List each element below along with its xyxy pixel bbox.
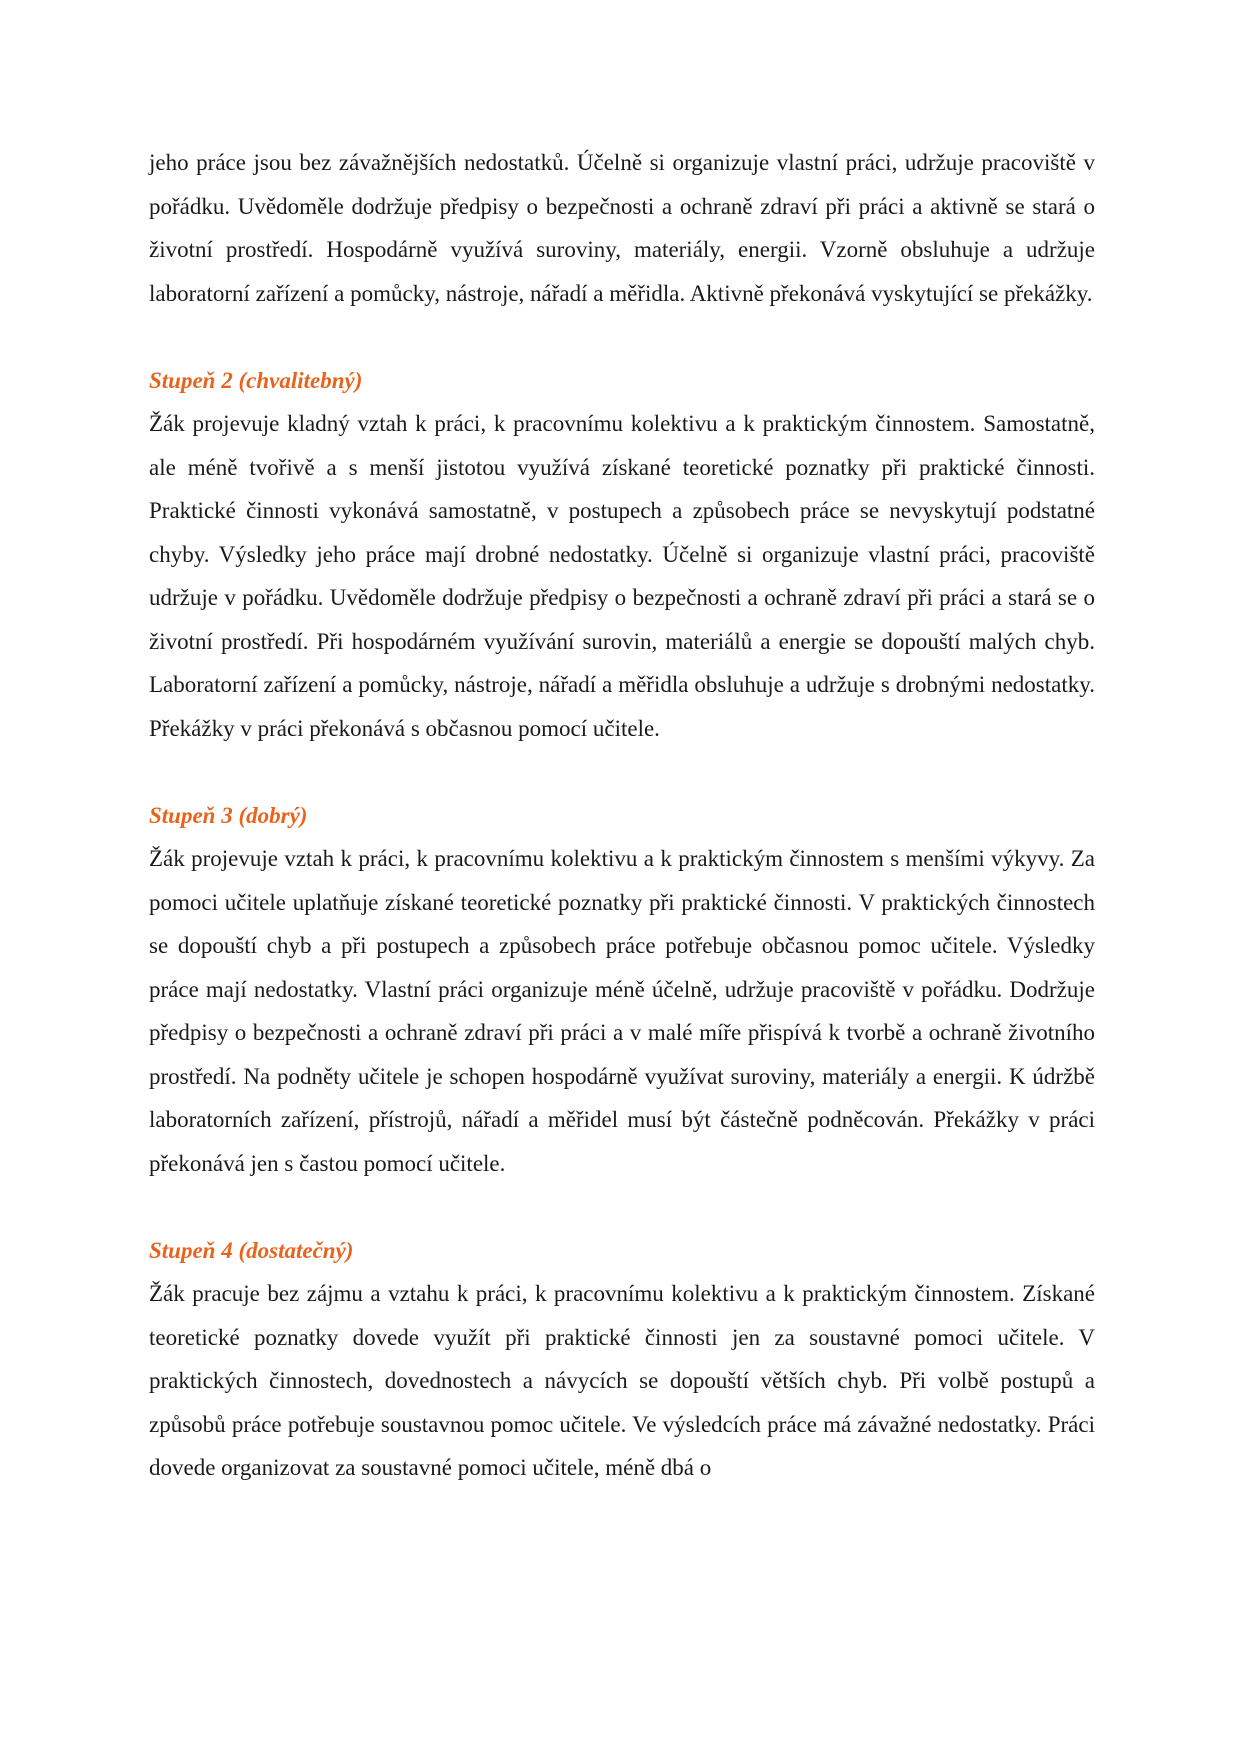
section-grade-4 [149, 1229, 1095, 1490]
section-paragraph: Žák projevuje kladný vztah k práci, k pracovnímu kolektivu a k praktickým činnostem. Samostatně, ale méně tvořivě a s menší jistotou využívá získané teoretické poznatky při praktické činnosti. Praktické činnosti vykonává samostatně, v postupech a způsobech práce se nevyskytují podstatné chyby. Výsledky jeho práce mají drobné nedostatky. Účelně si organizuje vlastní práci, pracoviště udržuje v pořádku. Uvědoměle dodržuje předpisy o bezpečnosti a ochraně zdraví při práci a stará se o životní prostředí. Při hospodárném využívání surovin, materiálů a energie se dopouští malých chyb. Laboratorní zařízení a pomůcky, nástroje, nářadí a měřidla obsluhuje a udržuje s drobnými nedostatky. Překážky v práci překonává s občasnou pomocí učitele. [149, 411, 1095, 741]
intro-paragraph: jeho práce jsou bez závažnějších nedostatků. Účelně si organizuje vlastní práci, udržuje pracoviště v pořádku. Uvědoměle dodržuje předpisy o bezpečnosti a ochraně zdraví při práci a aktivně se stará o životní prostředí. Hospodárně využívá suroviny, materiály, energii. Vzorně obsluhuje a udržuje laboratorní zařízení a pomůcky, nástroje, nářadí a měřidla. Aktivně překonává vyskytující se překážky. [149, 150, 1095, 306]
section-paragraph: Žák projevuje vztah k práci, k pracovnímu kolektivu a k praktickým činnostem s menšími výkyvy. Za pomoci učitele uplatňuje získané teoretické poznatky při praktické činnosti. V praktických činnostech se dopouští chyb a při postupech a způsobech práce potřebuje občasnou pomoc učitele. Výsledky práce mají nedostatky. Vlastní práci organizuje méně účelně, udržuje pracoviště v pořádku. Dodržuje předpisy o bezpečnosti a ochraně zdraví při práci a v malé míře přispívá k tvorbě a ochraně životního prostředí. Na podněty učitele je schopen hospodárně využívat suroviny, materiály a energii. K údržbě laboratorních zařízení, přístrojů, nářadí a měřidel musí být částečně podněcován. Překážky v práci překonává jen s častou pomocí učitele. [149, 846, 1095, 1176]
section-paragraph: Žák pracuje bez zájmu a vztahu k práci, k pracovnímu kolektivu a k praktickým činnostem. Získané teoretické poznatky dovede využít při praktické činnosti jen za soustavné pomoci učitele. V praktických činnostech, dovednostech a návycích se dopouští větších chyb. Při volbě postupů a způsobů práce potřebuje soustavnou pomoc učitele. Ve výsledcích práce má závažné nedostatky. Práci dovede organizovat za soustavné pomoci učitele, méně dbá o [149, 1281, 1095, 1480]
section-heading: Stupeň 3 (dobrý) [149, 802, 308, 828]
section-heading: Stupeň 2 (chvalitebný) [149, 367, 363, 393]
section-heading: Stupeň 4 (dostatečný) [149, 1237, 354, 1263]
section-grade-2 [149, 359, 1095, 751]
document-page [149, 141, 1095, 1490]
section-grade-3 [149, 794, 1095, 1186]
